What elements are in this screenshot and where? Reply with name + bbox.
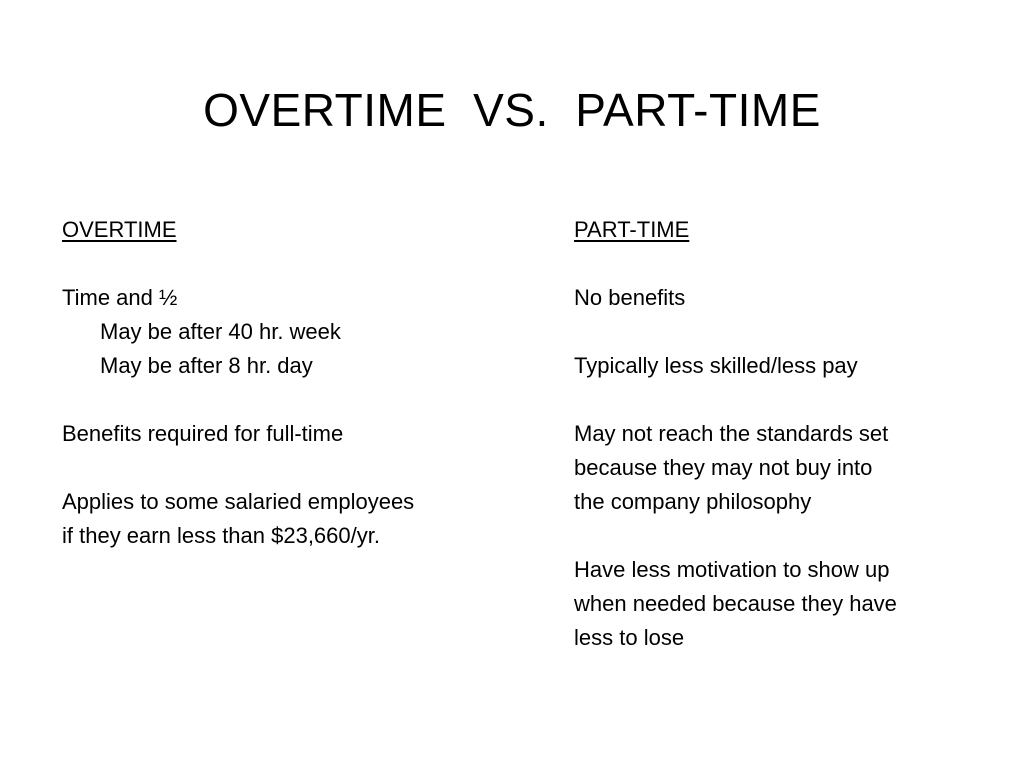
part-time-item-motivation-line2: when needed because they have bbox=[574, 591, 897, 616]
spacer bbox=[62, 247, 532, 281]
spacer bbox=[574, 315, 994, 349]
overtime-column bbox=[62, 213, 532, 553]
spacer bbox=[574, 247, 994, 281]
part-time-heading: PART-TIME bbox=[574, 217, 690, 242]
overtime-heading: OVERTIME bbox=[62, 217, 177, 242]
part-time-item-motivation-line3: less to lose bbox=[574, 625, 685, 650]
spacer bbox=[574, 519, 994, 553]
part-time-item-standards-line2: because they may not buy into bbox=[574, 455, 873, 480]
spacer bbox=[574, 383, 994, 417]
part-time-item-skill: Typically less skilled/less pay bbox=[574, 353, 858, 378]
part-time-item-benefits: No benefits bbox=[574, 285, 686, 310]
part-time-item-motivation-line1: Have less motivation to show up bbox=[574, 557, 890, 582]
overtime-subitem-day: May be after 8 hr. day bbox=[100, 353, 313, 378]
spacer bbox=[62, 451, 532, 485]
overtime-item-salaried-line2: if they earn less than $23,660/yr. bbox=[62, 523, 380, 548]
slide-title: OVERTIME VS. PART-TIME bbox=[203, 84, 821, 136]
spacer bbox=[62, 383, 532, 417]
overtime-subitem-week: May be after 40 hr. week bbox=[100, 319, 341, 344]
overtime-item-pay-rate: Time and ½ bbox=[62, 285, 178, 310]
part-time-column bbox=[574, 213, 994, 655]
overtime-item-benefits: Benefits required for full-time bbox=[62, 421, 344, 446]
part-time-item-standards-line1: May not reach the standards set bbox=[574, 421, 889, 446]
part-time-item-standards-line3: the company philosophy bbox=[574, 489, 812, 514]
overtime-item-salaried-line1: Applies to some salaried employees bbox=[62, 489, 415, 514]
